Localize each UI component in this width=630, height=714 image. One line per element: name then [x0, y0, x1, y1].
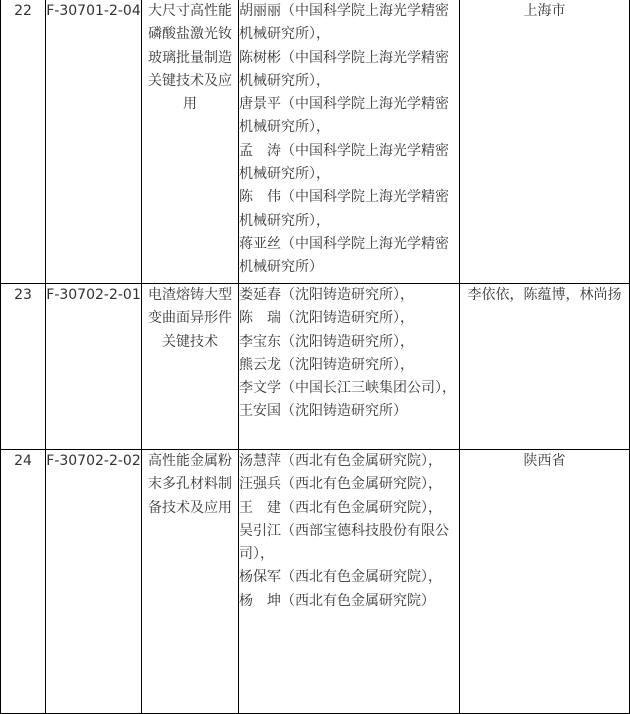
completer: 蒋亚丝（中国科学院上海光学精密机械研究所） — [239, 235, 449, 276]
completer: 王 建（西北有色金属研究院）， — [239, 499, 442, 516]
completer: 陈树彬（中国科学院上海光学精密机械研究所）， — [239, 49, 449, 89]
completer: 李宝东（沈阳铸造研究所）， — [239, 333, 414, 350]
nominator: 李依依，陈蕴博，林尚扬 — [460, 284, 630, 450]
completers-list — [239, 284, 460, 450]
completer: 汪强兵（西北有色金属研究院）， — [239, 476, 442, 493]
table-row — [1, 284, 630, 450]
row-number: 23 — [1, 284, 46, 450]
completer: 熊云龙（沈阳铸造研究所）， — [239, 356, 414, 373]
completer: 汤慧萍（西北有色金属研究院）， — [239, 453, 442, 469]
row-number: 22 — [1, 0, 46, 284]
project-name: 大尺寸高性能磷酸盐激光钕玻璃批量制造关键技术及应用 — [142, 0, 239, 284]
completer: 唐景平（中国科学院上海光学精密机械研究所）， — [239, 96, 449, 136]
completer: 娄延春（沈阳铸造研究所）， — [239, 287, 414, 303]
table-row — [1, 450, 630, 714]
nominator: 上海市 — [460, 0, 630, 284]
completer: 陈 瑞（沈阳铸造研究所）， — [239, 310, 414, 327]
completers-list — [239, 450, 460, 714]
table-row — [1, 0, 630, 284]
nominator: 陕西省 — [460, 450, 630, 714]
completers-list — [239, 0, 460, 284]
row-number: 24 — [1, 450, 46, 714]
completer: 吴引江（西部宝德科技股份有限公司）， — [239, 522, 449, 563]
completer: 李文学（中国长江三峡集团公司）， — [239, 380, 456, 397]
project-code: F-30702-2-02 — [46, 450, 142, 714]
completer: 孟 涛（中国科学院上海光学精密机械研究所）， — [239, 142, 449, 183]
completer: 胡丽丽（中国科学院上海光学精密机械研究所）， — [239, 3, 449, 43]
project-name: 电渣熔铸大型变曲面异形件关键技术 — [142, 284, 239, 450]
completer: 杨保军（西北有色金属研究院）， — [239, 569, 442, 586]
completer: 王安国（沈阳铸造研究所） — [239, 403, 407, 420]
project-code: F-30701-2-04 — [46, 0, 142, 284]
project-name: 高性能金属粉末多孔材料制备技术及应用 — [142, 450, 239, 714]
project-code: F-30702-2-01 — [46, 284, 142, 450]
completer: 陈 伟（中国科学院上海光学精密机械研究所）， — [239, 189, 449, 229]
completer: 杨 坤（西北有色金属研究院） — [239, 592, 435, 609]
